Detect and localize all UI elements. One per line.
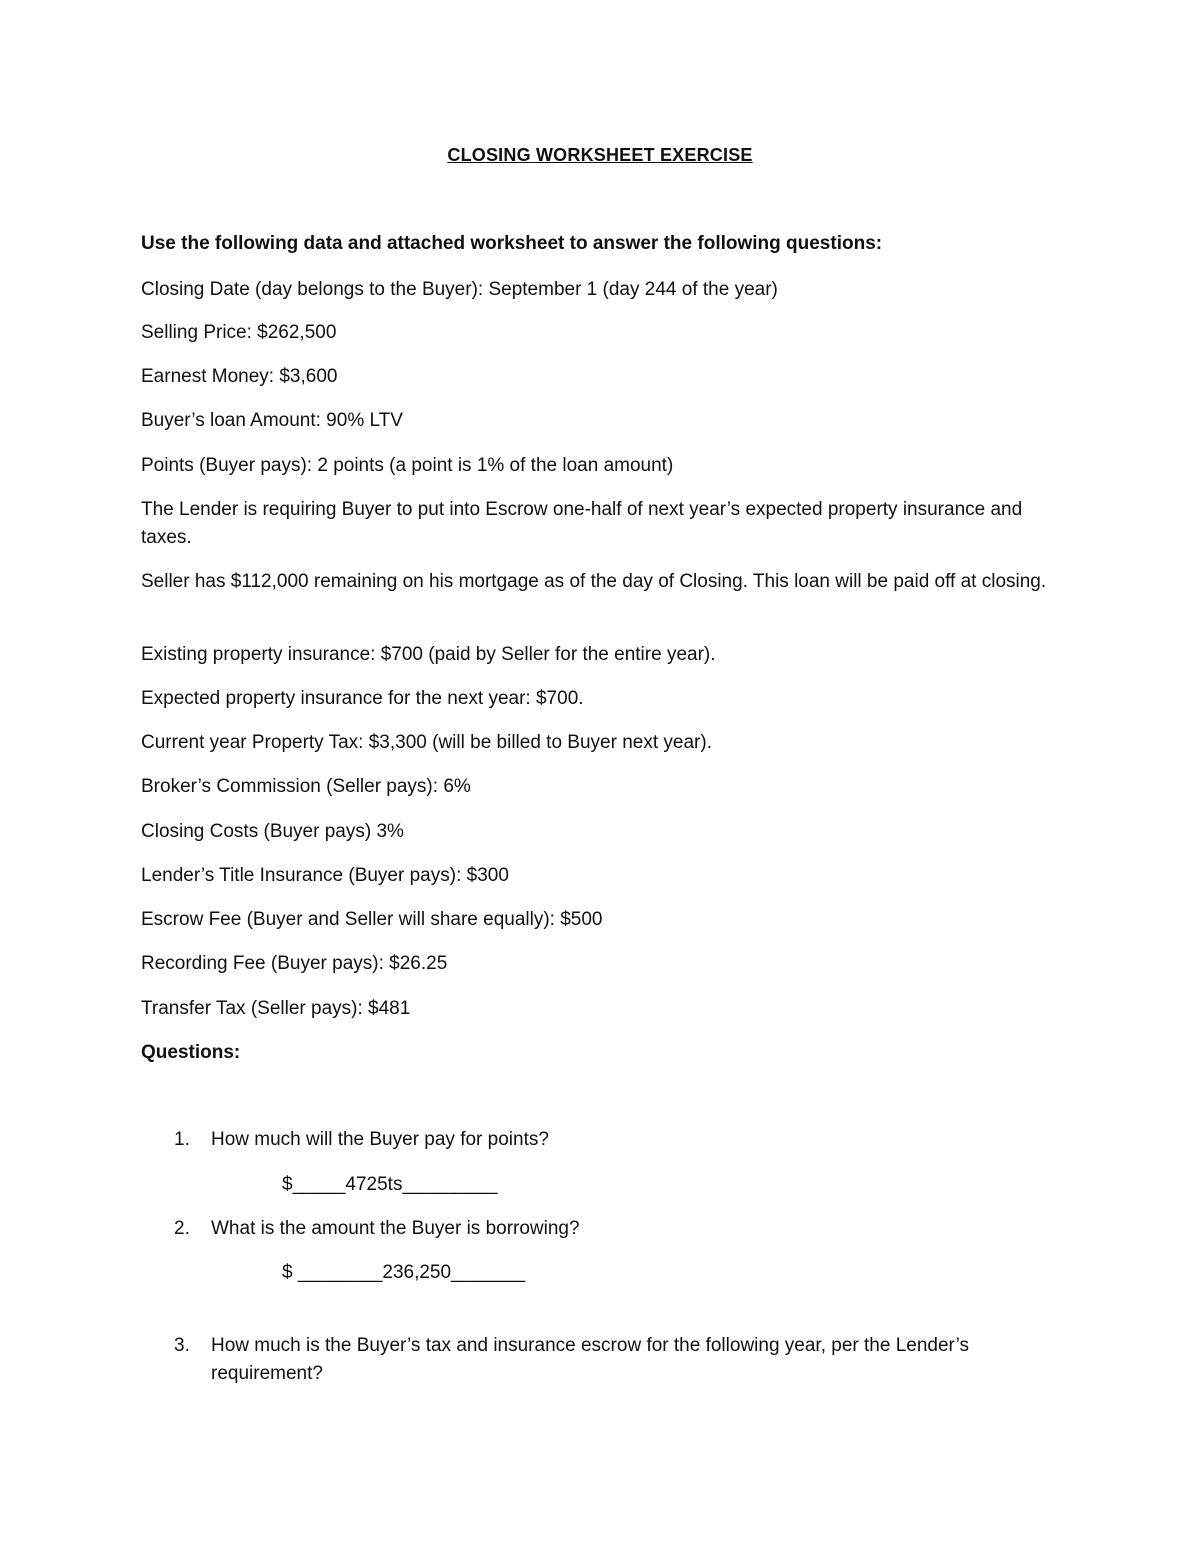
question-number: 2. (174, 1218, 190, 1239)
questions-heading: Questions: (141, 1042, 241, 1063)
data-item-escrow-requirement: The Lender is requiring Buyer to put into Escrow one-half of next year’s expected property insurance and taxes. (141, 499, 1023, 548)
data-item-recording-fee: Recording Fee (Buyer pays): $26.25 (141, 953, 448, 974)
data-item-points: Points (Buyer pays): 2 points (a point is 1% of the loan amount) (141, 455, 674, 476)
data-item-transfer-tax: Transfer Tax (Seller pays): $481 (141, 998, 411, 1019)
data-item-loan-amount: Buyer’s loan Amount: 90% LTV (141, 410, 403, 431)
data-item-title-insurance: Lender’s Title Insurance (Buyer pays): $300 (141, 865, 509, 886)
data-item-closing-costs: Closing Costs (Buyer pays) 3% (141, 821, 404, 842)
data-item-property-tax: Current year Property Tax: $3,300 (will be billed to Buyer next year). (141, 732, 712, 753)
data-item-earnest-money: Earnest Money: $3,600 (141, 366, 338, 387)
data-item-escrow-fee: Escrow Fee (Buyer and Seller will share equally): $500 (141, 909, 603, 930)
question-text: How much is the Buyer’s tax and insurance escrow for the following year, per the Lender’s requirement? (211, 1335, 969, 1384)
answer-line: $_____4725ts_________ (282, 1174, 498, 1195)
data-item-selling-price: Selling Price: $262,500 (141, 322, 337, 343)
answer-line: $ ________236,250_______ (282, 1262, 526, 1283)
page-title: CLOSING WORKSHEET EXERCISE (447, 145, 753, 165)
intro-instruction: Use the following data and attached worksheet to answer the following questions: (141, 233, 883, 254)
data-item-existing-insurance: Existing property insurance: $700 (paid by Seller for the entire year). (141, 644, 716, 665)
data-item-closing-date: Closing Date (day belongs to the Buyer): September 1 (day 244 of the year) (141, 279, 778, 300)
data-item-expected-insurance: Expected property insurance for the next year: $700. (141, 688, 584, 709)
question-text: What is the amount the Buyer is borrowing? (211, 1218, 580, 1239)
question-text: How much will the Buyer pay for points? (211, 1129, 549, 1150)
data-item-seller-mortgage: Seller has $112,000 remaining on his mortgage as of the day of Closing. This loan will be paid off at closing. (141, 571, 1047, 592)
question-number: 1. (174, 1129, 190, 1150)
data-item-broker-commission: Broker’s Commission (Seller pays): 6% (141, 776, 471, 797)
question-number: 3. (174, 1335, 190, 1356)
